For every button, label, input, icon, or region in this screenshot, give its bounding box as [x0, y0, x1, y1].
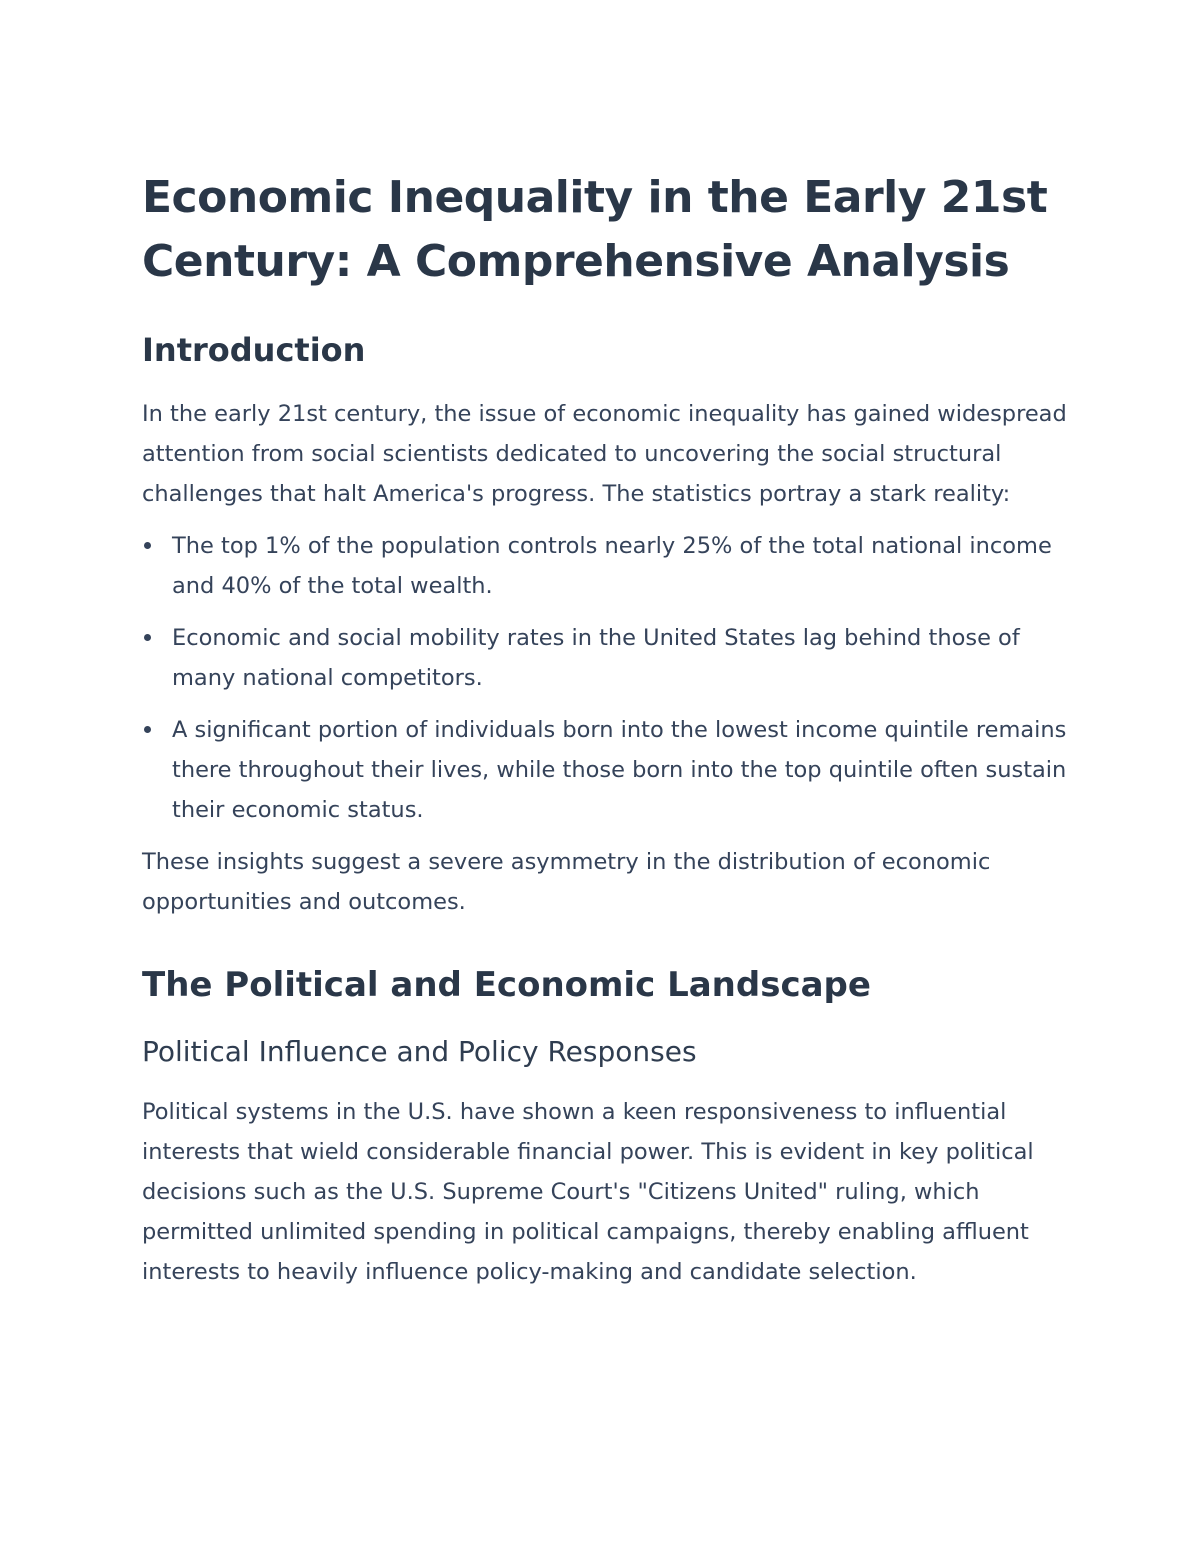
list-item-text: The top 1% of the population controls nearly 25% of the total national income and 40% of the total wealth. — [172, 533, 1052, 599]
introduction-summary: These insights suggest a severe asymmetry in the distribution of economic opportunities and outcomes. — [142, 849, 991, 915]
list-item-text: A significant portion of individuals born into the lowest income quintile remains there throughout their lives, while those born into the top quintile often sustain their economic status. — [172, 717, 1067, 823]
list-item — [142, 618, 1072, 698]
bullet-icon — [144, 542, 151, 549]
political-influence-paragraph: Political systems in the U.S. have shown a keen responsiveness to influential interests that wield considerable financial power. This is evident in key political decisions such as the U.S. Supreme Court's "Citizens United" ruling, which permitted unlimited spending in political campaigns, thereby enabling affluent interests to heavily influence policy-making and candidate selection. — [142, 1099, 1034, 1285]
introduction-paragraph: In the early 21st century, the issue of economic inequality has gained widespread attention from social scientists dedicated to uncovering the social structural challenges that halt America's progress. The statistics portray a stark reality: — [142, 401, 1067, 507]
document-title: Economic Inequality in the Early 21st Century: A Comprehensive Analysis — [142, 172, 1048, 287]
bullet-icon — [144, 634, 151, 641]
statistics-list — [142, 526, 1072, 830]
list-item — [142, 710, 1072, 830]
list-item — [142, 526, 1072, 606]
political-influence-subheading: Political Influence and Policy Responses — [142, 1035, 697, 1068]
list-item-text: Economic and social mobility rates in the United States lag behind those of many national competitors. — [172, 625, 1020, 691]
document-page — [142, 166, 1072, 1292]
bullet-icon — [144, 726, 151, 733]
introduction-heading: Introduction — [142, 331, 366, 369]
landscape-heading: The Political and Economic Landscape — [142, 965, 871, 1005]
